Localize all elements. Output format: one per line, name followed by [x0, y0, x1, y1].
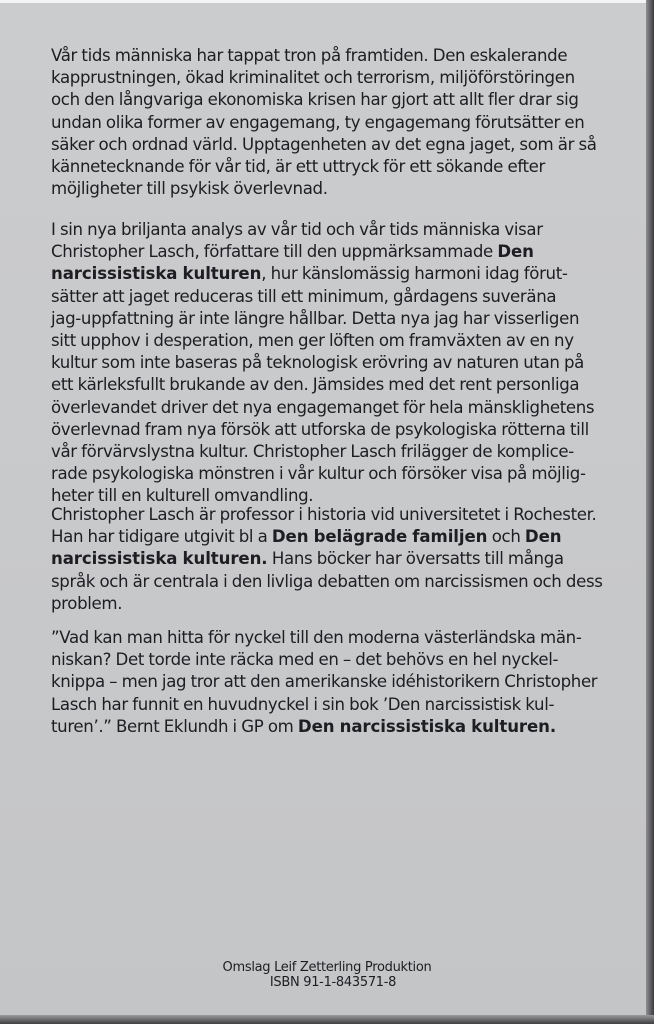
- text-line: turen’.” Bernt Eklundh i GP om Den narcissistiska kulturen.: [51, 716, 557, 736]
- book-title: Den narcissistiska kulturen.: [297, 716, 557, 736]
- text-line: narcissistiska kulturen. Hans böcker har översatts till många: [51, 549, 564, 569]
- text-line: undan olika former av engagemang, ty engagemang förutsätter en: [51, 112, 585, 132]
- text-line: kapprustningen, ökad kriminalitet och terrorism, miljöförstöringen: [51, 68, 575, 88]
- author-paragraph: [51, 504, 611, 615]
- colophon: [0, 960, 654, 990]
- text-line: sätter att jaget reduceras till ett minimum, gårdagens suveräna: [51, 286, 557, 306]
- text-line: sitt upphov i desperation, men ger löften om framväxten av en ny: [51, 331, 574, 351]
- text-line: narcissistiska kulturen, hur känslomässig harmoni idag förut-: [51, 264, 568, 284]
- book-title: Den: [497, 242, 534, 262]
- text-line: kultur som inte baseras på teknologisk erövring av naturen utan på: [51, 353, 584, 373]
- text-line: ”Vad kan man hitta för nyckel till den moderna västerländska män-: [51, 628, 582, 647]
- text-line: ett kärleksfullt brukande av den. Jämsides med det rent personliga: [51, 375, 580, 395]
- text-line: och den långvariga ekonomiska krisen har gjort att allt fler drar sig: [51, 90, 579, 110]
- text-line: jag-uppfattning är inte längre hållbar. Detta nya jag har visserligen: [51, 308, 580, 328]
- text-line: rade psykologiska mönstren i vår kultur och försöker visa på möjlig-: [51, 464, 586, 484]
- book-title: narcissistiska kulturen.: [51, 549, 268, 569]
- text-line: Han har tidigare utgivit bl a Den belägrade familjen och Den: [51, 527, 562, 547]
- text-line: kännetecknande för vår tid, är ett uttryck för ett sökande efter: [51, 157, 546, 177]
- cover-credit: Omslag Leif Zetterling Produktion: [222, 960, 432, 975]
- review-quote-paragraph: [51, 627, 611, 738]
- text-line: Lasch har funnit en huvudnyckel i sin bok ’Den narcissistisk kul-: [51, 694, 555, 714]
- text-line: möjligheter till psykisk överlevnad.: [51, 179, 328, 199]
- text-line: Vår tids människa har tappat tron på framtiden. Den eskalerande: [51, 46, 568, 65]
- book-title: narcissistiska kulturen: [51, 264, 262, 284]
- text-line: språk och är centrala i den livliga debatten om narcissismen och dess: [51, 571, 603, 591]
- text-line: heter till en kulturell omvandling.: [51, 486, 314, 506]
- text-line: överlevnad fram nya försök att utforska de psykologiska rötterna till: [51, 419, 589, 439]
- text-line: I sin nya briljanta analys av vår tid och vår tids människa visar: [51, 220, 543, 239]
- text-line: Christopher Lasch är professor i historia vid universitetet i Rochester.: [51, 505, 597, 524]
- text-line: Christopher Lasch, författare till den uppmärksammade Den: [51, 242, 534, 262]
- top-edge: [0, 0, 654, 3]
- text-line: vår förvärvslystna kultur. Christopher Lasch frilägger de komplice-: [51, 442, 574, 462]
- book-title: Den belägrade familjen: [271, 527, 488, 547]
- spine-shadow: [646, 0, 654, 1024]
- intro-paragraph: [51, 45, 611, 200]
- text-line: niskan? Det torde inte räcka med en – det behövs en hel nyckel-: [51, 650, 559, 670]
- bottom-edge-shadow: [0, 1015, 654, 1024]
- book-title: Den: [524, 527, 562, 547]
- text-line: problem.: [51, 593, 123, 613]
- analysis-paragraph: [51, 219, 611, 508]
- text-line: säker och ordnad värld. Upptagenheten av det egna jaget, som är så: [51, 134, 597, 154]
- isbn: ISBN 91-1-843571-8: [269, 975, 397, 990]
- text-line: överlevandet driver det nya engagemanget för hela mänsklighetens: [51, 397, 595, 417]
- text-line: knippa – men jag tror att den amerikanske idéhistorikern Christopher: [51, 672, 598, 692]
